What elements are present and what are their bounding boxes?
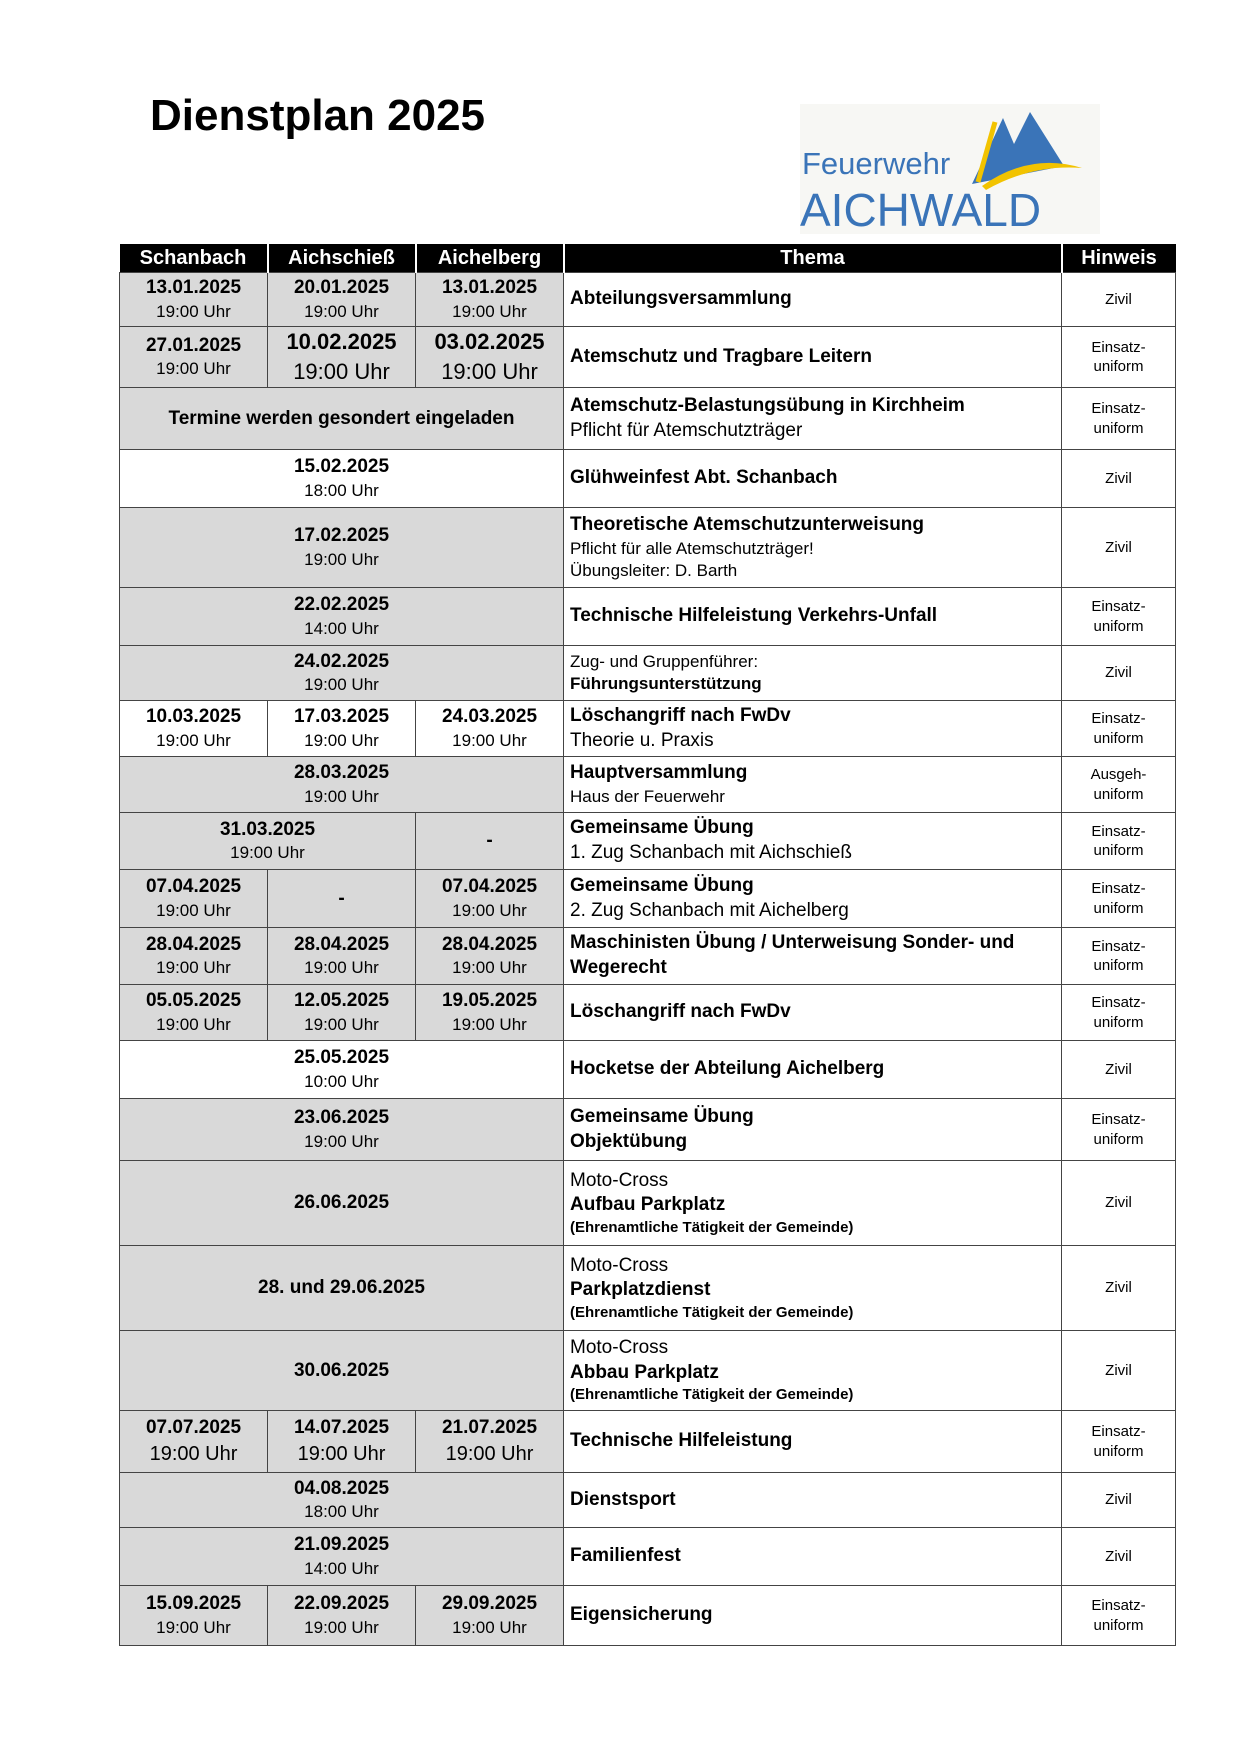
- time: 19:00 Uhr: [452, 900, 527, 920]
- topic-cell: [564, 1099, 1062, 1161]
- table-row: [120, 508, 1176, 588]
- date: 22.09.2025: [293, 1593, 390, 1615]
- aichschiess-cell: [268, 870, 416, 928]
- note-cell: Zivil: [1062, 1161, 1176, 1246]
- date: 17.03.2025: [293, 706, 390, 728]
- date: 25.05.2025: [293, 1047, 390, 1069]
- merged-date-cell: [120, 450, 564, 508]
- topic-sub: 1. Zug Schanbach mit Aichschieß: [570, 842, 852, 863]
- topic-small: (Ehrenamtliche Tätigkeit der Gemeinde): [570, 1303, 854, 1321]
- date: 28. und 29.06.2025: [258, 1277, 425, 1299]
- time: 19:00 Uhr: [297, 1442, 386, 1465]
- date: 22.02.2025: [293, 594, 390, 616]
- aichelberg-cell: [416, 928, 564, 985]
- topic-sub: Pflicht für alle Atemschutzträger!: [570, 538, 814, 558]
- note-cell: [1062, 985, 1176, 1041]
- date: 21.07.2025: [441, 1417, 538, 1439]
- topic-sub: Theorie u. Praxis: [570, 729, 714, 751]
- table-row: [120, 646, 1176, 701]
- topic: Glühweinfest Abt. Schanbach: [570, 467, 838, 489]
- date: 04.08.2025: [293, 1477, 390, 1499]
- date: 07.07.2025: [145, 1417, 242, 1439]
- merged-date-cell: [120, 508, 564, 588]
- topic: Theoretische Atemschutzunterweisung: [570, 514, 925, 536]
- date: 10.03.2025: [145, 706, 242, 728]
- note-line: uniform: [1093, 1442, 1144, 1460]
- table-row: [120, 701, 1176, 757]
- aichelberg-cell: [416, 870, 564, 928]
- schanbach-cell: [120, 273, 268, 327]
- no-date: -: [338, 887, 345, 909]
- time: 19:00 Uhr: [304, 675, 379, 695]
- table-row: [120, 1161, 1176, 1246]
- time: 19:00 Uhr: [452, 730, 527, 750]
- time: 14:00 Uhr: [304, 618, 379, 638]
- time: 19:00 Uhr: [156, 900, 231, 920]
- note-line: Einsatz-: [1091, 598, 1146, 615]
- column-header-hinweis: Hinweis: [1062, 244, 1176, 273]
- note-line: Einsatz-: [1091, 1111, 1146, 1128]
- date: 28.04.2025: [293, 933, 390, 955]
- topic-cell: [564, 1586, 1062, 1646]
- note-line: Einsatz-: [1091, 338, 1146, 356]
- time: 19:00 Uhr: [293, 359, 390, 384]
- aichelberg-cell: [416, 813, 564, 870]
- date: 28.04.2025: [145, 933, 242, 955]
- logo-graphic: [800, 104, 1100, 234]
- note-cell: [1062, 701, 1176, 757]
- note-line: uniform: [1093, 1013, 1144, 1031]
- date: 07.04.2025: [145, 876, 242, 898]
- date: 15.09.2025: [145, 1593, 242, 1615]
- topic-cell: [564, 1528, 1062, 1586]
- feuerwehr-aichwald-logo: [800, 104, 1100, 234]
- page-title: Dienstplan 2025: [150, 91, 486, 140]
- topic: Dienstsport: [570, 1488, 676, 1510]
- note-cell: Zivil: [1062, 1528, 1176, 1586]
- topic: Atemschutz-Belastungsübung in Kirchheim: [570, 394, 965, 416]
- merged-date-cell: [120, 1528, 564, 1586]
- topic-cell: [564, 327, 1062, 388]
- time: 19:00 Uhr: [304, 1014, 379, 1034]
- note-line: uniform: [1093, 1130, 1144, 1148]
- note-line: Einsatz-: [1091, 822, 1146, 840]
- topic: Gemeinsame Übung: [570, 817, 754, 839]
- topic-small: (Ehrenamtliche Tätigkeit der Gemeinde): [570, 1218, 854, 1236]
- table-row: [120, 450, 1176, 508]
- note-line: uniform: [1093, 729, 1144, 747]
- time: 18:00 Uhr: [304, 1502, 379, 1522]
- header-row: [120, 244, 1176, 273]
- time: 19:00 Uhr: [156, 730, 231, 750]
- topic-cell: [564, 985, 1062, 1041]
- aichelberg-cell: [416, 327, 564, 388]
- merged-date-cell: [120, 813, 416, 870]
- note-cell: [1062, 388, 1176, 450]
- topic: Löschangriff nach FwDv: [570, 1001, 791, 1023]
- note-line: Einsatz-: [1091, 1597, 1146, 1614]
- note-line: Einsatz-: [1091, 710, 1146, 727]
- date: 12.05.2025: [293, 990, 390, 1012]
- table-row: [120, 1099, 1176, 1161]
- time: 19:00 Uhr: [156, 359, 231, 379]
- table-row: [120, 985, 1176, 1041]
- topic: Aufbau Parkplatz: [570, 1194, 726, 1216]
- note-cell: [1062, 757, 1176, 813]
- time: 18:00 Uhr: [304, 480, 379, 500]
- aichschiess-cell: [268, 701, 416, 757]
- column-header-aichelberg: Aichelberg: [416, 244, 564, 273]
- column-header-aichschiess: Aichschieß: [268, 244, 416, 273]
- table-row: [120, 1473, 1176, 1528]
- note-cell: [1062, 928, 1176, 985]
- table-row: [120, 870, 1176, 928]
- note-cell: [1062, 327, 1176, 388]
- note-line: uniform: [1093, 842, 1144, 859]
- table-row: [120, 1331, 1176, 1411]
- date: 03.02.2025: [434, 329, 545, 355]
- time: 19:00 Uhr: [156, 1617, 231, 1637]
- column-header-schanbach: Schanbach: [120, 244, 268, 273]
- table-row: [120, 327, 1176, 388]
- logo-text-feuerwehr: Feuerwehr: [802, 146, 951, 181]
- schanbach-cell: [120, 701, 268, 757]
- time: 19:00 Uhr: [452, 1617, 527, 1637]
- merged-date-cell: [120, 388, 564, 450]
- note-line: uniform: [1093, 957, 1144, 974]
- topic: Abteilungsversammlung: [570, 288, 792, 310]
- table-row: [120, 273, 1176, 327]
- note-cell: [1062, 813, 1176, 870]
- date: 07.04.2025: [441, 876, 538, 898]
- aichschiess-cell: [268, 1411, 416, 1473]
- note-cell: [1062, 588, 1176, 646]
- schanbach-cell: [120, 928, 268, 985]
- schanbach-cell: [120, 1411, 268, 1473]
- note-line: uniform: [1093, 617, 1144, 635]
- no-date: -: [486, 830, 493, 852]
- date: 29.09.2025: [441, 1593, 538, 1615]
- time: 19:00 Uhr: [304, 730, 379, 750]
- note-line: Einsatz-: [1091, 937, 1146, 955]
- time: 19:00 Uhr: [304, 301, 379, 321]
- aichschiess-cell: [268, 273, 416, 327]
- merged-date-cell: [120, 588, 564, 646]
- topic: Hauptversammlung: [570, 762, 748, 784]
- topic: Objektübung: [570, 1130, 688, 1152]
- date: 31.03.2025: [219, 818, 316, 840]
- note-line: uniform: [1093, 899, 1144, 917]
- note-line: uniform: [1093, 785, 1144, 803]
- time: 19:00 Uhr: [304, 786, 379, 806]
- topic-sub: Haus der Feuerwehr: [570, 786, 725, 806]
- note-cell: Zivil: [1062, 1473, 1176, 1528]
- table-row: [120, 1246, 1176, 1331]
- table-row: [120, 1586, 1176, 1646]
- time: 19:00 Uhr: [156, 1014, 231, 1034]
- aichschiess-cell: [268, 327, 416, 388]
- note-line: Einsatz-: [1091, 1423, 1146, 1440]
- date: 28.04.2025: [441, 933, 538, 955]
- topic-cell: [564, 701, 1062, 757]
- time: 19:00 Uhr: [452, 301, 527, 321]
- table-row: [120, 813, 1176, 870]
- topic-cell: [564, 870, 1062, 928]
- table-row: [120, 1528, 1176, 1586]
- table-row: [120, 588, 1176, 646]
- note-cell: [1062, 1099, 1176, 1161]
- merged-date-cell: [120, 757, 564, 813]
- date: 14.07.2025: [293, 1417, 390, 1439]
- topic: Löschangriff nach FwDv: [570, 704, 791, 726]
- topic-cell: [564, 273, 1062, 327]
- topic: Technische Hilfeleistung Verkehrs-Unfall: [570, 605, 938, 627]
- topic-cell: [564, 588, 1062, 646]
- topic-pre: Zug- und Gruppenführer:: [570, 651, 759, 671]
- note-cell: Zivil: [1062, 646, 1176, 701]
- note-cell: Zivil: [1062, 1246, 1176, 1331]
- table-row: [120, 1411, 1176, 1473]
- note-cell: [1062, 1411, 1176, 1473]
- date: 10.02.2025: [286, 329, 397, 355]
- date: 13.01.2025: [441, 277, 538, 299]
- topic-cell: [564, 1161, 1062, 1246]
- time: 19:00 Uhr: [445, 1442, 534, 1465]
- date: 21.09.2025: [293, 1534, 390, 1556]
- schanbach-cell: [120, 327, 268, 388]
- time: 19:00 Uhr: [149, 1442, 238, 1465]
- date: 15.02.2025: [293, 456, 390, 478]
- aichelberg-cell: [416, 1411, 564, 1473]
- topic: Eigensicherung: [570, 1604, 713, 1626]
- time: 19:00 Uhr: [304, 549, 379, 569]
- merged-note: Termine werden gesondert eingeladen: [168, 407, 515, 429]
- merged-date-cell: [120, 1473, 564, 1528]
- time: 19:00 Uhr: [156, 301, 231, 321]
- date: 17.02.2025: [293, 525, 390, 547]
- topic: Führungsunterstützung: [570, 674, 762, 693]
- note-cell: Zivil: [1062, 450, 1176, 508]
- time: 19:00 Uhr: [304, 958, 379, 978]
- topic-pre: Moto-Cross: [570, 1169, 669, 1191]
- topic-sub: Pflicht für Atemschutzträger: [570, 419, 803, 441]
- note-cell: Zivil: [1062, 508, 1176, 588]
- merged-date-cell: [120, 646, 564, 701]
- date: 24.03.2025: [441, 706, 538, 728]
- topic: Gemeinsame Übung: [570, 874, 754, 896]
- topic-pre: Moto-Cross: [570, 1337, 669, 1359]
- note-line: uniform: [1093, 1616, 1144, 1634]
- time: 19:00 Uhr: [230, 843, 305, 863]
- time: 19:00 Uhr: [452, 958, 527, 978]
- table-row: [120, 757, 1176, 813]
- time: 19:00 Uhr: [304, 1617, 379, 1637]
- topic: Atemschutz und Tragbare Leitern: [570, 345, 872, 367]
- date: 13.01.2025: [145, 277, 242, 299]
- note-line: Ausgeh-: [1090, 766, 1147, 783]
- topic: Parkplatzdienst: [570, 1279, 711, 1301]
- topic: Gemeinsame Übung: [570, 1105, 754, 1127]
- aichelberg-cell: [416, 273, 564, 327]
- merged-date-cell: [120, 1246, 564, 1331]
- note-cell: Zivil: [1062, 1331, 1176, 1411]
- table-row: [120, 388, 1176, 450]
- time: 14:00 Uhr: [304, 1558, 379, 1578]
- topic-cell: [564, 1041, 1062, 1099]
- topic-cell: [564, 757, 1062, 813]
- column-header-thema: Thema: [564, 244, 1062, 273]
- table-row: [120, 1041, 1176, 1099]
- topic: Abbau Parkplatz: [570, 1361, 719, 1383]
- date: 23.06.2025: [293, 1107, 390, 1129]
- topic-cell: [564, 813, 1062, 870]
- topic-cell: [564, 928, 1062, 985]
- topic-cell: [564, 508, 1062, 588]
- topic: Maschinisten Übung / Unterweisung Sonder- und: [570, 932, 1015, 954]
- date: 24.02.2025: [293, 650, 390, 672]
- time: 19:00 Uhr: [441, 359, 538, 384]
- aichelberg-cell: [416, 985, 564, 1041]
- topic: Hocketse der Abteilung Aichelberg: [570, 1058, 885, 1080]
- merged-date-cell: [120, 1041, 564, 1099]
- note-cell: [1062, 870, 1176, 928]
- date: 27.01.2025: [145, 334, 242, 356]
- topic-pre: Moto-Cross: [570, 1254, 669, 1276]
- topic-cell: [564, 646, 1062, 701]
- schanbach-cell: [120, 870, 268, 928]
- schedule-table: [119, 244, 1176, 1646]
- topic-sub: Übungsleiter: D. Barth: [570, 560, 738, 580]
- note-line: Einsatz-: [1091, 400, 1146, 417]
- time: 19:00 Uhr: [304, 1131, 379, 1151]
- topic: Technische Hilfeleistung: [570, 1430, 793, 1452]
- topic-cell: [564, 388, 1062, 450]
- merged-date-cell: [120, 1099, 564, 1161]
- topic-cell: [564, 1246, 1062, 1331]
- topic: Wegerecht: [570, 957, 667, 978]
- date: 20.01.2025: [293, 277, 390, 299]
- date: 30.06.2025: [293, 1359, 390, 1381]
- aichelberg-cell: [416, 1586, 564, 1646]
- note-line: uniform: [1093, 358, 1144, 375]
- table-row: [120, 928, 1176, 985]
- schanbach-cell: [120, 1586, 268, 1646]
- date: 19.05.2025: [441, 990, 538, 1012]
- note-cell: [1062, 1586, 1176, 1646]
- date: 05.05.2025: [145, 990, 242, 1012]
- topic-small: (Ehrenamtliche Tätigkeit der Gemeinde): [570, 1386, 854, 1404]
- merged-date-cell: [120, 1161, 564, 1246]
- aichschiess-cell: [268, 928, 416, 985]
- time: 19:00 Uhr: [156, 958, 231, 978]
- date: 26.06.2025: [293, 1192, 390, 1214]
- note-line: Einsatz-: [1091, 880, 1146, 897]
- topic: Familienfest: [570, 1545, 681, 1567]
- date: 28.03.2025: [293, 762, 390, 784]
- topic-cell: [564, 1473, 1062, 1528]
- time: 10:00 Uhr: [304, 1071, 379, 1091]
- aichschiess-cell: [268, 1586, 416, 1646]
- note-line: uniform: [1093, 419, 1144, 437]
- schanbach-cell: [120, 985, 268, 1041]
- note-cell: Zivil: [1062, 273, 1176, 327]
- time: 19:00 Uhr: [452, 1014, 527, 1034]
- topic-cell: [564, 1411, 1062, 1473]
- topic-cell: [564, 1331, 1062, 1411]
- topic-cell: [564, 450, 1062, 508]
- aichelberg-cell: [416, 701, 564, 757]
- note-line: Einsatz-: [1091, 994, 1146, 1011]
- merged-date-cell: [120, 1331, 564, 1411]
- logo-text-aichwald: AICHWALD: [800, 184, 1042, 234]
- topic-sub: 2. Zug Schanbach mit Aichelberg: [570, 899, 849, 921]
- note-cell: Zivil: [1062, 1041, 1176, 1099]
- aichschiess-cell: [268, 985, 416, 1041]
